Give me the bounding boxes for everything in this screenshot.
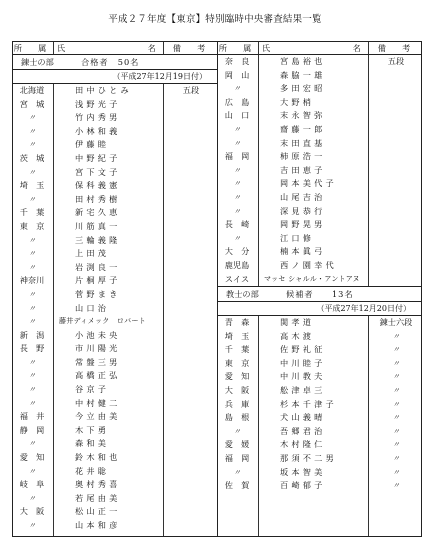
row-note: 〃 bbox=[392, 413, 400, 423]
row-name: 楠本眞弓 bbox=[280, 246, 326, 257]
row-name: 木下勇 bbox=[75, 424, 110, 435]
table-row bbox=[13, 234, 217, 248]
row-name: 中村健二 bbox=[75, 397, 121, 408]
table-row bbox=[13, 356, 217, 370]
renshi-rows bbox=[13, 84, 217, 533]
row-note: 五段 bbox=[387, 56, 405, 66]
row-pref: 大 分 bbox=[224, 246, 250, 257]
row-name: 那須不二男 bbox=[280, 453, 337, 464]
table-row bbox=[218, 273, 421, 287]
row-note bbox=[165, 234, 217, 248]
right-column bbox=[218, 42, 421, 536]
table-row bbox=[218, 479, 421, 493]
row-note bbox=[370, 191, 422, 205]
table-row bbox=[13, 193, 217, 207]
row-note bbox=[370, 123, 422, 137]
row-name: 田中ひとみ bbox=[75, 85, 132, 95]
table-row bbox=[13, 274, 217, 288]
row-pref: 〃 bbox=[28, 303, 36, 313]
table-row bbox=[13, 383, 217, 397]
row-pref: 〃 bbox=[28, 126, 36, 136]
row-name: 奥村秀喜 bbox=[75, 479, 121, 490]
row-name: 岩渕良一 bbox=[75, 261, 121, 272]
row-note bbox=[370, 177, 422, 191]
row-pref: 〃 bbox=[28, 194, 36, 204]
row-name: 高木渡 bbox=[280, 330, 315, 341]
row-note bbox=[370, 109, 422, 123]
row-name: 片桐厚子 bbox=[75, 275, 121, 286]
row-note bbox=[370, 205, 422, 219]
row-name: 齋藤一郎 bbox=[280, 123, 326, 134]
row-name: 吉田恵子 bbox=[280, 164, 326, 175]
header-name: 氏 名 bbox=[57, 43, 178, 53]
row-note bbox=[165, 125, 217, 139]
row-pref: 千 葉 bbox=[19, 207, 45, 218]
row-name: 宮島裕也 bbox=[280, 56, 326, 66]
row-name: 木村隆仁 bbox=[280, 439, 326, 450]
table-row bbox=[218, 259, 421, 273]
table-row bbox=[13, 478, 217, 492]
row-note: 〃 bbox=[392, 358, 400, 368]
row-pref: 〃 bbox=[28, 521, 36, 530]
row-note: 錬士六段 bbox=[379, 317, 413, 328]
row-pref: 〃 bbox=[28, 262, 36, 272]
row-name: 山尾吉治 bbox=[280, 191, 326, 202]
row-pref: 〃 bbox=[28, 289, 36, 299]
table-row bbox=[13, 84, 217, 98]
table-row bbox=[13, 465, 217, 479]
row-note bbox=[165, 519, 217, 533]
row-note bbox=[165, 274, 217, 288]
table-row bbox=[13, 288, 217, 302]
row-note bbox=[165, 302, 217, 316]
row-name: 宮下文子 bbox=[75, 166, 121, 177]
row-pref: 北海道 bbox=[19, 85, 45, 95]
kyoshi-rows bbox=[218, 316, 421, 493]
row-pref: 岐 阜 bbox=[19, 479, 45, 490]
row-note bbox=[165, 451, 217, 465]
row-name: 山口治 bbox=[75, 302, 110, 313]
row-pref: 愛 知 bbox=[19, 452, 45, 463]
table-row bbox=[13, 247, 217, 261]
left-header-row bbox=[13, 42, 217, 55]
row-name: 中川教夫 bbox=[280, 371, 326, 382]
row-name: 上田茂 bbox=[75, 248, 110, 259]
row-note bbox=[370, 232, 422, 246]
row-note bbox=[165, 288, 217, 302]
row-pref: 青 森 bbox=[224, 317, 250, 328]
row-note: 〃 bbox=[392, 345, 400, 355]
row-note bbox=[370, 150, 422, 164]
row-pref: 〃 bbox=[28, 493, 36, 503]
table-row bbox=[13, 451, 217, 465]
table-row bbox=[218, 191, 421, 205]
row-pref: 〃 bbox=[233, 138, 241, 148]
row-name: 舩津卓三 bbox=[280, 385, 326, 396]
header-pref: 所 属 bbox=[13, 43, 51, 53]
row-pref: 福 井 bbox=[19, 411, 45, 422]
row-name: 三輪義隆 bbox=[75, 234, 121, 245]
table-row bbox=[13, 98, 217, 112]
row-note bbox=[165, 478, 217, 492]
table-row bbox=[13, 410, 217, 424]
row-note bbox=[165, 383, 217, 397]
row-note bbox=[165, 206, 217, 220]
row-note bbox=[165, 193, 217, 207]
row-pref: 埼 玉 bbox=[19, 180, 45, 191]
row-name: 小池未央 bbox=[75, 329, 121, 340]
row-name: 山本和彦 bbox=[75, 520, 121, 530]
table-row bbox=[218, 245, 421, 259]
row-note bbox=[165, 111, 217, 125]
row-name: 森和美 bbox=[75, 438, 110, 449]
table-row bbox=[218, 232, 421, 246]
row-name: 百崎郁子 bbox=[280, 480, 326, 491]
row-pref: 愛 知 bbox=[224, 371, 250, 382]
row-name: 松山正一 bbox=[75, 506, 121, 517]
row-pref: 静 岡 bbox=[19, 424, 45, 435]
row-pref: 新 潟 bbox=[19, 329, 45, 340]
table-row bbox=[13, 505, 217, 519]
row-pref: 〃 bbox=[28, 439, 36, 449]
row-note bbox=[370, 259, 422, 273]
header-note: 備 考 bbox=[377, 43, 415, 53]
row-pref: 〃 bbox=[233, 206, 241, 216]
table-row bbox=[218, 343, 421, 357]
row-note: 〃 bbox=[392, 481, 400, 491]
row-pref: 〃 bbox=[28, 113, 36, 123]
table-row bbox=[13, 138, 217, 152]
row-note bbox=[165, 342, 217, 356]
row-pref: 〃 bbox=[233, 467, 241, 477]
table-row bbox=[13, 437, 217, 451]
row-note bbox=[165, 397, 217, 411]
row-name: 中川睦子 bbox=[280, 357, 326, 368]
row-note bbox=[370, 218, 422, 232]
row-name: 杉本千津子 bbox=[280, 398, 337, 409]
row-note bbox=[165, 152, 217, 166]
row-pref: 福 岡 bbox=[224, 453, 250, 464]
row-pref: 〃 bbox=[28, 371, 36, 381]
row-note bbox=[370, 96, 422, 110]
header-pref: 所 属 bbox=[218, 43, 256, 53]
row-pref: 宮 城 bbox=[19, 98, 45, 109]
row-note bbox=[165, 315, 217, 329]
row-note bbox=[165, 437, 217, 451]
row-note bbox=[165, 424, 217, 438]
table-row bbox=[218, 438, 421, 452]
table-row bbox=[218, 452, 421, 466]
row-name: 中野紀子 bbox=[75, 152, 121, 163]
row-name: 末田直基 bbox=[280, 137, 326, 148]
table-row bbox=[218, 218, 421, 232]
row-note bbox=[370, 137, 422, 151]
row-name: 柿原浩一 bbox=[280, 151, 326, 162]
row-name: 小林和義 bbox=[75, 125, 121, 136]
left-column bbox=[13, 42, 218, 536]
row-pref: 神奈川 bbox=[19, 275, 45, 286]
table-row bbox=[13, 206, 217, 220]
table-row bbox=[13, 342, 217, 356]
page-title: 平成２７年度【東京】特別臨時中央審査結果一覧 bbox=[108, 14, 322, 25]
row-name: 竹内秀男 bbox=[75, 112, 121, 123]
renshi-section-count: 合格者 50名 bbox=[81, 57, 140, 67]
table-row bbox=[218, 150, 421, 164]
table-row bbox=[13, 302, 217, 316]
row-name: 市川陽光 bbox=[75, 343, 121, 354]
header-note: 備 考 bbox=[172, 43, 210, 53]
table-row bbox=[218, 398, 421, 412]
table-row bbox=[218, 316, 421, 330]
row-pref: 〃 bbox=[28, 235, 36, 245]
table-row bbox=[218, 96, 421, 110]
row-pref: 東 京 bbox=[19, 220, 45, 231]
row-pref: 千 葉 bbox=[224, 344, 250, 355]
row-name: 高橋正弘 bbox=[75, 370, 121, 381]
row-name: 若尾由美 bbox=[75, 492, 121, 503]
row-note bbox=[165, 220, 217, 234]
row-name: 保科義憲 bbox=[75, 180, 121, 191]
table-row bbox=[218, 370, 421, 384]
table-row bbox=[13, 179, 217, 193]
table-row bbox=[218, 425, 421, 439]
results-table bbox=[12, 41, 422, 537]
row-name: 岡本美代子 bbox=[280, 178, 337, 189]
table-row bbox=[218, 164, 421, 178]
row-note bbox=[165, 356, 217, 370]
row-pref: 〃 bbox=[28, 357, 36, 367]
row-note bbox=[165, 166, 217, 180]
row-note: 〃 bbox=[392, 399, 400, 409]
header-name: 氏 名 bbox=[262, 43, 383, 53]
row-pref: 〃 bbox=[233, 179, 241, 189]
row-name: 田村秀樹 bbox=[75, 193, 121, 204]
row-pref: 大 阪 bbox=[19, 506, 45, 517]
table-row bbox=[218, 177, 421, 191]
row-note bbox=[165, 329, 217, 343]
renshi-section-label: 錬士の部 bbox=[21, 57, 54, 67]
row-pref: 〃 bbox=[28, 249, 36, 259]
row-name: 大野梢 bbox=[280, 96, 315, 107]
row-name: 多田宏昭 bbox=[280, 83, 326, 94]
renshi-section-date: （平成27年12月19日付） bbox=[13, 70, 217, 84]
row-name: 今立由美 bbox=[75, 411, 121, 422]
row-pref: 〃 bbox=[28, 466, 36, 476]
row-name: 末永智弥 bbox=[280, 110, 326, 121]
row-note: 五段 bbox=[182, 85, 200, 95]
row-note bbox=[165, 98, 217, 112]
row-note: 〃 bbox=[392, 467, 400, 477]
row-note bbox=[165, 138, 217, 152]
row-pref: 広 島 bbox=[224, 96, 250, 107]
renshi-rows-continued bbox=[218, 55, 421, 286]
row-pref: 〃 bbox=[28, 385, 36, 395]
row-pref: 〃 bbox=[233, 426, 241, 436]
row-name: マッセ シャルル・アントアヌ bbox=[264, 274, 360, 283]
row-note bbox=[165, 492, 217, 506]
row-name: 犬山義晴 bbox=[280, 412, 326, 423]
table-row bbox=[13, 125, 217, 139]
table-row bbox=[13, 220, 217, 234]
row-note bbox=[370, 69, 422, 83]
row-name: 吾郷君治 bbox=[280, 425, 326, 436]
row-name: 佐野礼征 bbox=[280, 344, 326, 355]
row-note: 〃 bbox=[392, 454, 400, 464]
table-row bbox=[218, 137, 421, 151]
row-pref: 〃 bbox=[28, 140, 36, 150]
row-pref: 〃 bbox=[28, 167, 36, 177]
row-pref: スイス bbox=[224, 273, 250, 284]
row-pref: 福 岡 bbox=[224, 151, 250, 162]
row-name: 深見恭行 bbox=[280, 205, 326, 216]
table-row bbox=[218, 82, 421, 96]
row-name: 花井聡 bbox=[75, 465, 110, 476]
row-note bbox=[165, 369, 217, 383]
row-note bbox=[370, 245, 422, 259]
row-note bbox=[165, 505, 217, 519]
table-row bbox=[218, 330, 421, 344]
table-row bbox=[218, 384, 421, 398]
table-row bbox=[13, 152, 217, 166]
row-name: 岡野晃男 bbox=[280, 219, 326, 230]
table-row bbox=[218, 123, 421, 137]
row-note: 〃 bbox=[392, 331, 400, 341]
table-row bbox=[13, 166, 217, 180]
kyoshi-section-date: （平成27年12月20日付） bbox=[218, 302, 421, 316]
row-name: 新宅久恵 bbox=[75, 207, 121, 218]
row-name: 伊藤睦 bbox=[75, 139, 110, 150]
table-row bbox=[13, 329, 217, 343]
row-name: 谷京子 bbox=[75, 384, 110, 395]
table-row bbox=[13, 519, 217, 533]
table-row bbox=[13, 397, 217, 411]
renshi-section-heading bbox=[13, 55, 217, 70]
row-pref: 奈 良 bbox=[224, 56, 250, 66]
row-note bbox=[370, 273, 422, 287]
row-pref: 〃 bbox=[28, 317, 36, 327]
row-pref: 〃 bbox=[233, 124, 241, 134]
row-name: 常盤三男 bbox=[75, 356, 121, 367]
row-pref: 大 阪 bbox=[224, 385, 250, 396]
kyoshi-section-label: 教士の部 bbox=[226, 289, 259, 300]
row-name: 江口修 bbox=[280, 232, 315, 243]
table-row bbox=[218, 357, 421, 371]
row-pref: 〃 bbox=[28, 398, 36, 408]
kyoshi-section-count: 候補者 13名 bbox=[286, 289, 354, 300]
row-pref: 岡 山 bbox=[224, 69, 250, 80]
table-row bbox=[218, 109, 421, 123]
kyoshi-section-heading bbox=[218, 286, 421, 302]
row-pref: 佐 賀 bbox=[224, 480, 250, 491]
row-note bbox=[165, 465, 217, 479]
row-note bbox=[165, 261, 217, 275]
row-note bbox=[165, 410, 217, 424]
row-pref: 東 京 bbox=[224, 357, 250, 368]
table-row bbox=[13, 261, 217, 275]
row-name: 川筋真一 bbox=[75, 220, 121, 231]
row-name: 菅野まき bbox=[75, 288, 121, 299]
row-note bbox=[370, 164, 422, 178]
table-row bbox=[13, 111, 217, 125]
table-row bbox=[218, 411, 421, 425]
row-note: 〃 bbox=[392, 386, 400, 396]
row-note bbox=[370, 82, 422, 96]
table-row bbox=[218, 205, 421, 219]
row-name: 鈴木和也 bbox=[75, 452, 121, 463]
row-pref: 長 野 bbox=[19, 343, 45, 354]
table-row bbox=[13, 492, 217, 506]
row-pref: 〃 bbox=[233, 192, 241, 202]
row-pref: 〃 bbox=[233, 165, 241, 175]
row-pref: 鹿児島 bbox=[224, 259, 250, 270]
table-row bbox=[13, 315, 217, 329]
table-row bbox=[218, 55, 421, 69]
row-name: 藤井ディメック ロバート bbox=[59, 317, 147, 326]
row-name: 関孝道 bbox=[280, 317, 315, 328]
row-note bbox=[165, 247, 217, 261]
row-note: 〃 bbox=[392, 426, 400, 436]
right-header-row bbox=[218, 42, 421, 55]
row-pref: 島 根 bbox=[224, 412, 250, 423]
row-pref: 山 口 bbox=[224, 110, 250, 121]
row-pref: 〃 bbox=[233, 233, 241, 243]
row-name: 森脇一雄 bbox=[280, 69, 326, 80]
row-name: 浅野光子 bbox=[75, 98, 121, 109]
row-note: 〃 bbox=[392, 372, 400, 382]
row-pref: 愛 媛 bbox=[224, 439, 250, 450]
row-pref: 兵 庫 bbox=[224, 398, 250, 409]
table-row bbox=[13, 424, 217, 438]
table-row bbox=[218, 69, 421, 83]
row-note: 〃 bbox=[392, 440, 400, 450]
row-note bbox=[165, 179, 217, 193]
table-row bbox=[13, 369, 217, 383]
row-name: 西ノ園幸代 bbox=[280, 259, 337, 270]
row-pref: 長 崎 bbox=[224, 219, 250, 230]
row-pref: 〃 bbox=[233, 84, 241, 94]
row-pref: 埼 玉 bbox=[224, 330, 250, 341]
table-row bbox=[218, 466, 421, 480]
row-pref: 茨 城 bbox=[19, 152, 45, 163]
row-name: 坂本智美 bbox=[280, 466, 326, 477]
